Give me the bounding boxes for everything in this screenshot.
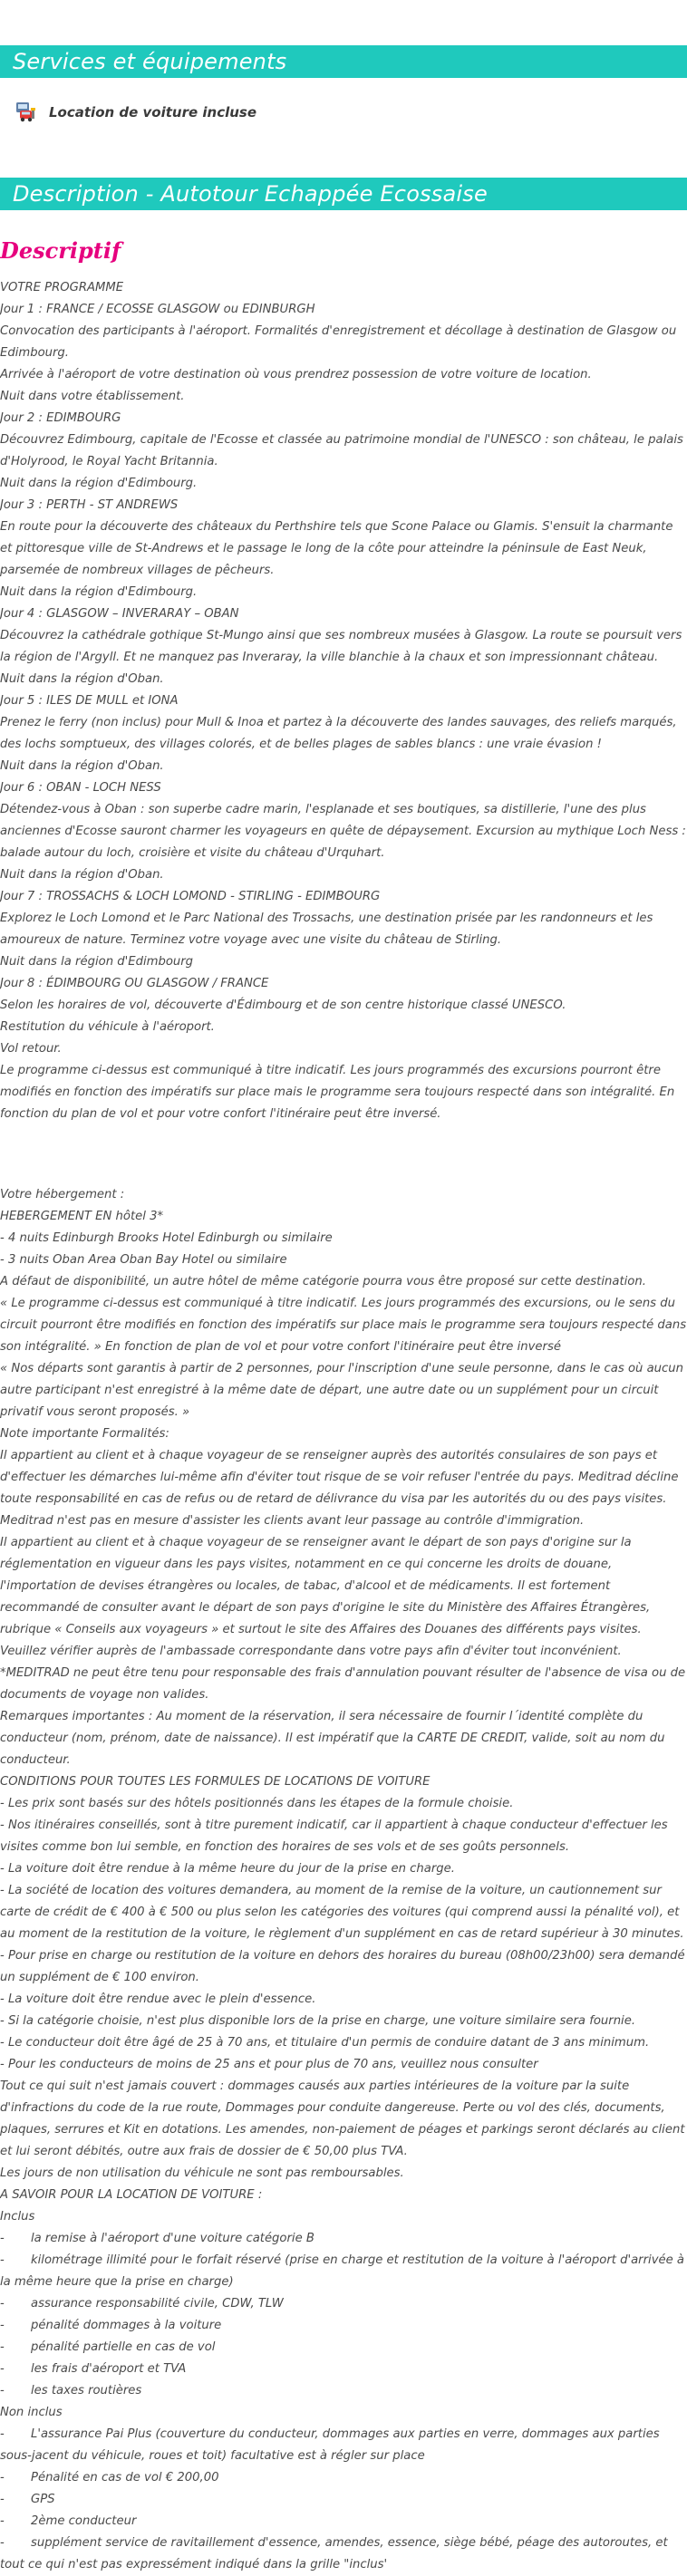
list-dash: -: [0, 2319, 5, 2332]
list-item: [0, 2380, 687, 2402]
list-dash: -: [0, 2297, 5, 2311]
program-line: Découvrez la cathédrale gothique St-Mungo ainsi que ses nombreux musées à Glasgow. La route se poursuit vers la région de l'Argyll. Et ne manquez pas Inveraray, la ville blanchie à la chaux et son impressionnant château.: [0, 629, 682, 664]
info-line: Les jours de non utilisation du véhicule ne sont pas remboursables.: [0, 2166, 404, 2180]
info-line: - Le conducteur doit être âgé de 25 à 70 ans, et titulaire d'un permis de conduire datant de 3 ans minimum.: [0, 2036, 650, 2050]
program-line: Selon les horaires de vol, découverte d'Édimbourg et de son centre historique classé UNESCO.: [0, 999, 566, 1012]
services-section-header: Services et équipements: [0, 45, 687, 78]
list-item-text: 2ème conducteur: [31, 2514, 137, 2528]
program-line: Convocation des participants à l'aéroport. Formalités d'enregistrement et décollage à destination de Glasgow ou Edimbourg.: [0, 324, 677, 360]
info-line: - La société de location des voitures demandera, au moment de la remise de la voiture, un cautionnement sur carte de crédit de € 400 à € 500 ou plus selon les catégories des voitures (qui comprend aussi la pénalité vol), et au moment de la restitution de la voiture, le règlement d'un supplément en cas de retard supérieur à 30 minutes.: [0, 1884, 684, 1941]
program-line: Détendez-vous à Oban : son superbe cadre marin, l'esplanade et ses boutiques, sa distillerie, l'une des plus anciennes d'Ecosse sauront charmer les voyageurs en quête de dépaysement. Excursion au mythique Loch Ness : balade autour du loch, croisière et visite du château d'Urquhart.: [0, 803, 686, 860]
list-item-text: L'assurance Pai Plus (couverture du conducteur, dommages aux parties en verre, dommages aux parties sous-jacent du véhicule, roues et toit) facultative est à régler sur place: [0, 2427, 660, 2463]
program-line: Nuit dans la région d'Oban.: [0, 868, 164, 882]
program-line: Jour 6 : OBAN - LOCH NESS: [0, 781, 161, 795]
info-line: « Le programme ci-dessus est communiqué à titre indicatif. Les jours programmés des excursions, ou le sens du circuit pourront être modifiés en fonction des impératifs sur place mais le programme sera toujours respecté dans son intégralité. » En fonction de plan de vol et pour votre confort l'itinéraire peut être inversé: [0, 1297, 687, 1354]
program-line: Jour 8 : ÉDIMBOURG OU GLASGOW / FRANCE: [0, 977, 269, 990]
program-line: Arrivée à l'aéroport de votre destination où vous prendrez possession de votre voiture de location.: [0, 368, 592, 381]
program-line: Jour 2 : EDIMBOURG: [0, 411, 121, 425]
program-line: En route pour la découverte des châteaux du Perthshire tels que Scone Palace ou Glamis. S'ensuit la charmante et pittoresque ville de St-Andrews et le passage le long de la côte pour atteindre la péninsule de East Neuk, parsemée de nombreux villages de pêcheurs.: [0, 520, 673, 577]
info-line: Remarques importantes : Au moment de la réservation, il sera nécessaire de fournir l´identité complète du conducteur (nom, prénom, date de naissance). Il est impératif que la CARTE DE CREDIT, valide, soit au nom du conducteur.: [0, 1710, 665, 1767]
info-line: Votre hébergement :: [0, 1188, 125, 1201]
info-line: - La voiture doit être rendue à la même heure du jour de la prise en charge.: [0, 1862, 455, 1876]
list-item-text: la remise à l'aéroport d'une voiture catégorie B: [31, 2232, 314, 2245]
info-line: A défaut de disponibilité, un autre hôtel de même catégorie pourra vous être proposé sur cette destination.: [0, 1275, 646, 1288]
info-line: Veuillez vérifier auprès de l'ambassade correspondante dans votre pays afin d'éviter tout inconvénient.: [0, 1645, 622, 1658]
list-dash: -: [0, 2471, 5, 2484]
list-dash: -: [0, 2340, 5, 2354]
info-line: - Nos itinéraires conseillés, sont à titre purement indicatif, car il appartient à chaque conducteur d'effectuer les visites comme bon lui semble, en fonction des horaires de ses vols et de ses goûts personnels.: [0, 1819, 668, 1854]
info-line: *MEDITRAD ne peut être tenu pour responsable des frais d'annulation pouvant résulter de l'absence de visa ou de documents de voyage non valides.: [0, 1666, 686, 1702]
program-line: Nuit dans votre établissement.: [0, 390, 185, 403]
list-item-text: les taxes routières: [31, 2384, 142, 2398]
info-line: Il appartient au client et à chaque voyageur de se renseigner auprès des autorités consulaires de son pays et d'effectuer les démarches lui-même afin d'éviter tout risque de se voir refuser l'entrée du pays. Meditrad décline toute responsabilité en cas de refus ou de retard de délivrance du visa par les autorités du ou des pays visites. Meditrad n'est pas en mesure d'assister les clients avant leur passage au contrôle d'immigration.: [0, 1449, 679, 1528]
program-line: Jour 1 : FRANCE / ECOSSE GLASGOW ou EDINBURGH: [0, 303, 315, 316]
info-line: Tout ce qui suit n'est jamais couvert : dommages causés aux parties intérieures de la voiture par la suite d'infractions du code de la rue route, Dommages pour conduite dangereuse. Perte ou vol des clés, documents, plaques, serrures et Kit en dotations. Les amendes, non-paiement de péages et parkings seront déclarés au client et lui seront débités, outre aux frais de dossier de € 50,00 plus TVA.: [0, 2079, 685, 2158]
list-dash: -: [0, 2384, 5, 2398]
program-line: Jour 3 : PERTH - ST ANDREWS: [0, 498, 179, 512]
list-dash: -: [0, 2427, 5, 2441]
program-line: Jour 7 : TROSSACHS & LOCH LOMOND - STIRLING - EDIMBOURG: [0, 890, 381, 903]
info-line: HEBERGEMENT EN hôtel 3*: [0, 1210, 164, 1223]
info-line: « Nos départs sont garantis à partir de 2 personnes, pour l'inscription d'une seule personne, dans le cas où aucun autre participant n'est enregistré à la même date de départ, une autre date ou un supplément pour un circuit privatif vous seront proposés. »: [0, 1362, 683, 1419]
info-line: Note importante Formalités:: [0, 1427, 169, 1441]
program-line: Le programme ci-dessus est communiqué à titre indicatif. Les jours programmés des excursions pourront être modifiés en fonction des impératifs sur place mais le programme sera toujours respecté dans son intégralité. En fonction du plan de vol et pour votre confort l'itinéraire peut être inversé.: [0, 1064, 675, 1121]
list-dash: -: [0, 2536, 5, 2550]
program-text: [0, 277, 687, 1125]
program-line: Nuit dans la région d'Edimbourg.: [0, 477, 198, 490]
info-line: - 4 nuits Edinburgh Brooks Hotel Edinburgh ou similaire: [0, 1231, 333, 1245]
list-dash: -: [0, 2493, 5, 2506]
list-item: [0, 2315, 687, 2337]
program-line: Jour 5 : ILES DE MULL et IONA: [0, 694, 179, 708]
info-line: A SAVOIR POUR LA LOCATION DE VOITURE :: [0, 2188, 263, 2202]
list-item: [0, 2337, 687, 2359]
program-line: Découvrez Edimbourg, capitale de l'Ecosse et classée au patrimoine mondial de l'UNESCO : son château, le palais d'Holyrood, le Royal Yacht Britannia.: [0, 433, 683, 468]
program-line: Nuit dans la région d'Edimbourg: [0, 955, 194, 969]
info-line: Inclus: [0, 2210, 35, 2224]
list-item-text: les frais d'aéroport et TVA: [31, 2362, 187, 2376]
program-line: Jour 4 : GLASGOW – INVERARAY – OBAN: [0, 607, 239, 621]
program-line: Restitution du véhicule à l'aéroport.: [0, 1020, 215, 1034]
program-line: Prenez le ferry (non inclus) pour Mull & Inoa et partez à la découverte des landes sauvages, des reliefs marqués, des lochs somptueux, des villages colorés, et de belles plages de sables blancs : une vraie évasion !: [0, 716, 677, 751]
info-line: - 3 nuits Oban Area Oban Bay Hotel ou similaire: [0, 1253, 287, 1267]
info-line: Non inclus: [0, 2406, 63, 2419]
list-item: [0, 2467, 687, 2489]
info-line: Il appartient au client et à chaque voyageur de se renseigner avant le départ de son pays d'origine sur la réglementation en vigueur dans les pays visites, notamment en ce qui concerne les droits de douane, l'importation de devises étrangères ou locales, de tabac, d'alcool et de médicaments. Il est fortement recommandé de consulter avant le départ de son pays d'origine le site du Ministère des Affaires Étrangères, rubrique « Conseils aux voyageurs » et surtout le site des Affaires des Douanes des différents pays visites.: [0, 1536, 651, 1636]
list-item: [0, 2533, 687, 2576]
list-dash: -: [0, 2232, 5, 2245]
info-line: - Pour prise en charge ou restitution de la voiture en dehors des horaires du bureau (08h00/23h00) sera demandé un supplément de € 100 environ.: [0, 1949, 685, 1984]
list-dash: -: [0, 2362, 5, 2376]
accommodation-conditions-text: [0, 1184, 687, 2576]
info-line: - La voiture doit être rendue avec le plein d'essence.: [0, 1992, 316, 2006]
list-item: [0, 2424, 687, 2467]
list-item: [0, 2293, 687, 2315]
list-item: [0, 2489, 687, 2511]
list-item-text: supplément service de ravitaillement d'essence, amendes, essence, siège bébé, péage des autoroutes, et tout ce qui n'est pas expressément indiqué dans la grille "inclus': [0, 2536, 668, 2571]
car-rental-label: Location de voiture incluse: [49, 104, 257, 121]
list-item-text: kilométrage illimité pour le forfait réservé (prise en charge et restitution de la voiture à l'aéroport d'arrivée à la même heure que la prise en charge): [0, 2253, 684, 2289]
program-line: Vol retour.: [0, 1042, 62, 1056]
list-dash: -: [0, 2253, 5, 2267]
list-item-text: pénalité dommages à la voiture: [31, 2319, 222, 2332]
list-dash: -: [0, 2514, 5, 2528]
program-line: Explorez le Loch Lomond et le Parc National des Trossachs, une destination prisée par les randonneurs et les amoureux de nature. Terminez votre voyage avec une visite du château de Stirling.: [0, 912, 653, 947]
program-line: Nuit dans la région d'Oban.: [0, 759, 164, 773]
list-item-text: pénalité partielle en cas de vol: [31, 2340, 216, 2354]
list-item-text: assurance responsabilité civile, CDW, TLW: [31, 2297, 284, 2311]
program-line: Nuit dans la région d'Oban.: [0, 672, 164, 686]
list-item: [0, 2228, 687, 2250]
info-line: - Pour les conducteurs de moins de 25 ans et pour plus de 70 ans, veuillez nous consulter: [0, 2058, 538, 2071]
program-line: VOTRE PROGRAMME: [0, 281, 124, 294]
list-item: [0, 2250, 687, 2293]
info-line: CONDITIONS POUR TOUTES LES FORMULES DE LOCATIONS DE VOITURE: [0, 1775, 431, 1789]
list-item-text: GPS: [31, 2493, 55, 2506]
list-item-text: Pénalité en cas de vol € 200,00: [31, 2471, 219, 2484]
descriptif-heading: Descriptif: [0, 237, 121, 264]
list-item: [0, 2511, 687, 2533]
car-rental-icon: [13, 99, 40, 126]
info-line: - Les prix sont basés sur des hôtels positionnés dans les étapes de la formule choisie.: [0, 1797, 514, 1810]
list-item: [0, 2359, 687, 2380]
car-rental-feature: [13, 96, 256, 129]
program-line: Nuit dans la région d'Edimbourg.: [0, 585, 198, 599]
info-line: - Si la catégorie choisie, n'est plus disponible lors de la prise en charge, une voiture similaire sera fournie.: [0, 2014, 636, 2028]
description-section-header: Description - Autotour Echappée Ecossaise: [0, 178, 687, 210]
